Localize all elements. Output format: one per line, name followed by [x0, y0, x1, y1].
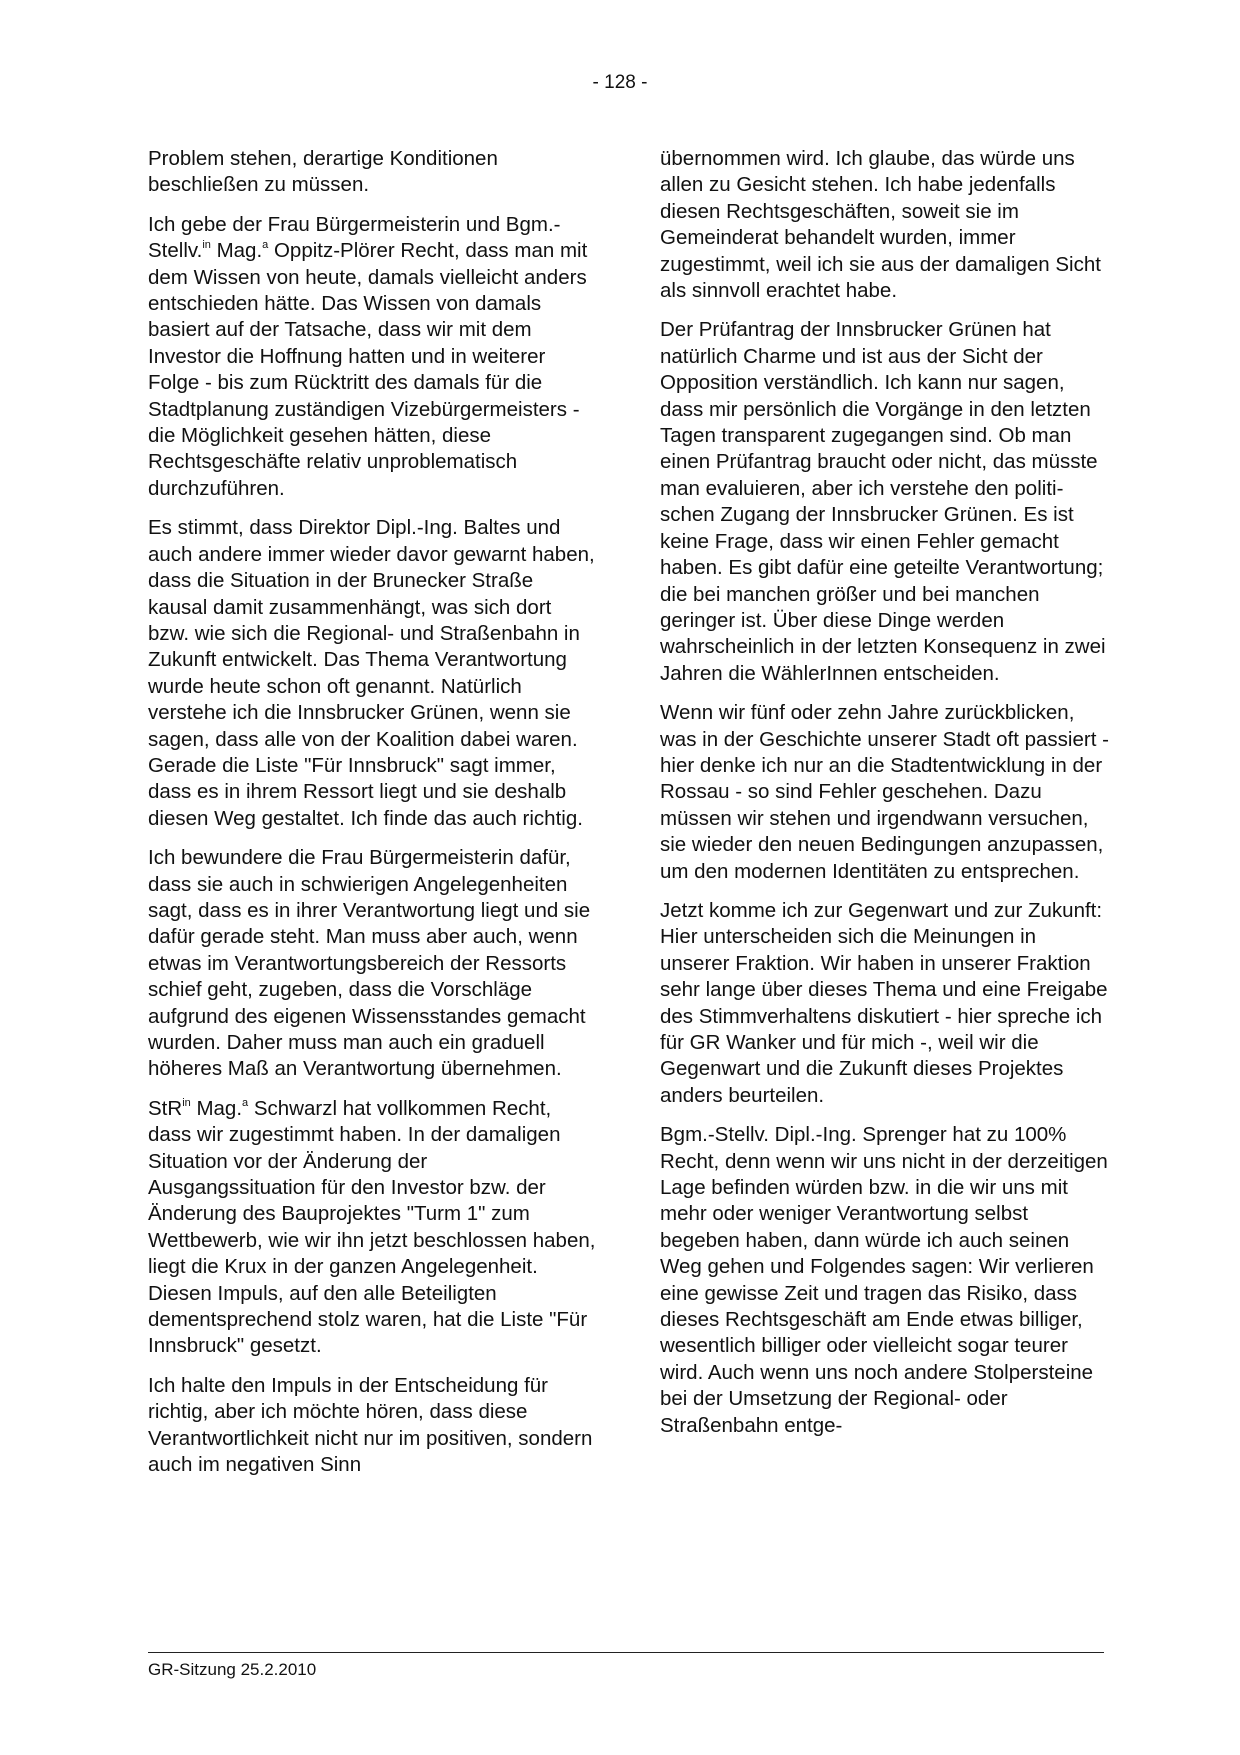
superscript: a: [262, 239, 269, 252]
paragraph: Der Prüfantrag der Innsbrucker Grünen hat natürlich Charme und ist aus der Sicht der Opposition verständlich. Ich kann nur sagen, dass mir persönlich die Vorgänge in den letzten Tagen transparent zugegangen sind. Ob man einen Prüfantrag braucht oder nicht, das müsste man evaluieren, aber ich verstehe den politischen Zugang der Innsbrucker Grünen. Es ist keine Frage, dass wir einen Fehler gemacht haben. Es gibt dafür eine geteilte Verantwortung; die bei manchen größer und bei manchen geringer ist. Über diese Dinge werden wahrscheinlich in der letzten Konsequenz in zwei Jahren die WählerInnen entscheiden.: [660, 318, 1106, 685]
text-segment: Schwarzl hat vollkommen Recht, dass wir zugestimmt haben. In der damaligen Situation vor der Änderung der Ausgangssituation für den Investor bzw. der Änderung des Bauprojektes "Turm 1" zum Wettbewerb, wie wir ihn jetzt beschlossen haben, liegt die Krux in der ganzen Angelegenheit. Diesen Impuls, auf den alle Beteiligten dementsprechend stolz waren, hat die Liste "Für Innsbruck" gesetzt.: [148, 1096, 596, 1358]
paragraph: Problem stehen, derartige Konditionen beschließen zu müssen.: [148, 147, 498, 197]
text-segment: Mag.: [210, 239, 263, 263]
text-segment: Mag.: [190, 1096, 243, 1120]
text-segment: Oppitz-Plörer Recht, dass man mit dem Wissen von heute, damals vielleicht anders entschieden hätte. Das Wissen von damals basiert auf der Tatsache, dass wir mit dem Investor die Hoffnung hatten und in weiterer Folge - bis zum Rücktritt des damals für die Stadtplanung zuständigen Vizebürgermeisters - die Möglichkeit gesehen hätten, diese Rechtsgeschäfte relativ unproblematisch durchzuführen.: [148, 239, 588, 500]
superscript: a: [242, 1096, 249, 1109]
footer-divider: [148, 1652, 1104, 1653]
paragraph: [148, 212, 598, 502]
paragraph: Ich halte den Impuls in der Entscheidung für richtig, aber ich möchte hören, dass diese Verantwortlichkeit nicht nur im positiven, sondern auch im negativen Sinn: [148, 1373, 593, 1477]
paragraph: übernommen wird. Ich glaube, das würde uns allen zu Gesicht stehen. Ich habe jedenfalls diesen Rechtsgeschäften, soweit sie im Gemeinderat behandelt wurden, immer zugestimmt, weil ich sie aus der damaligen Sicht als sinnvoll erachtet habe.: [660, 147, 1101, 303]
page-number: - 128 -: [592, 72, 648, 93]
paragraph: Jetzt komme ich zur Gegenwart und zur Zukunft: Hier unterscheiden sich die Meinungen in unserer Fraktion. Wir haben in unserer Fraktion sehr lange über dieses Thema und eine Freigabe des Stimmverhaltens diskutiert - hier spreche ich für GR Wanker und für mich -, weil wir die Gegenwart und die Zukunft dieses Projektes anders beurteilen.: [660, 898, 1108, 1107]
footer-text: GR-Sitzung 25.2.2010: [148, 1660, 317, 1679]
superscript: in: [202, 239, 211, 252]
paragraph: Wenn wir fünf oder zehn Jahre zurückblicken, was in der Geschichte unserer Stadt oft passiert - hier denke ich nur an die Stadtentwicklung in der Rossau - so sind Fehler geschehen. Dazu müssen wir stehen und irgendwann versuchen, sie wieder den neuen Bedingungen anzupassen, um den modernen Identitäten zu entsprechen.: [660, 701, 1109, 883]
right-column: [660, 146, 1110, 1452]
left-column: [148, 146, 598, 1492]
paragraph: Ich bewundere die Frau Bürgermeisterin dafür, dass sie auch in schwierigen Angelegenheiten sagt, dass es in ihrer Verantwortung liegt und sie dafür gerade steht. Man muss aber auch, wenn etwas im Verantwortungsbereich der Ressorts schief geht, zugeben, dass die Vorschläge aufgrund des eigenen Wissensstandes gemacht wurden. Daher muss man auch ein graduell höheres Maß an Verantwortung übernehmen.: [148, 846, 591, 1081]
text-segment: Ich gebe der Frau Bürgermeisterin und Bgm.-Stellv.: [148, 212, 561, 263]
paragraph: [148, 1096, 598, 1360]
paragraph: Bgm.-Stellv. Dipl.-Ing. Sprenger hat zu 100% Recht, denn wenn wir uns nicht in der derzeitigen Lage befinden würden bzw. in die wir uns mit mehr oder weniger Verantwortung selbst begeben haben, dann würde ich auch seinen Weg gehen und Folgendes sagen: Wir verlieren eine gewisse Zeit und tragen das Risiko, dass dieses Rechtsgeschäft am Ende etwas billiger, wesentlich billiger oder vielleicht sogar teurer wird. Auch wenn uns noch andere Stolpersteine bei der Umsetzung der Regional- oder Straßenbahn entge-: [660, 1123, 1108, 1437]
text-segment: StR: [148, 1096, 183, 1120]
paragraph: Es stimmt, dass Direktor Dipl.-Ing. Baltes und auch andere immer wieder davor gewarnt haben, dass die Situation in der Brunecker Straße kausal damit zusammenhängt, was sich dort bzw. wie sich die Regional- und Straßenbahn in Zukunft entwickelt. Das Thema Verantwortung wurde heute schon oft genannt. Natürlich verstehe ich die Innsbrucker Grünen, wenn sie sagen, dass alle von der Koalition dabei waren. Gerade die Liste "Für Innsbruck" sagt immer, dass es in ihrem Ressort liegt und sie deshalb diesen Weg gestaltet. Ich finde das auch richtig.: [148, 516, 595, 830]
superscript: in: [182, 1096, 191, 1109]
